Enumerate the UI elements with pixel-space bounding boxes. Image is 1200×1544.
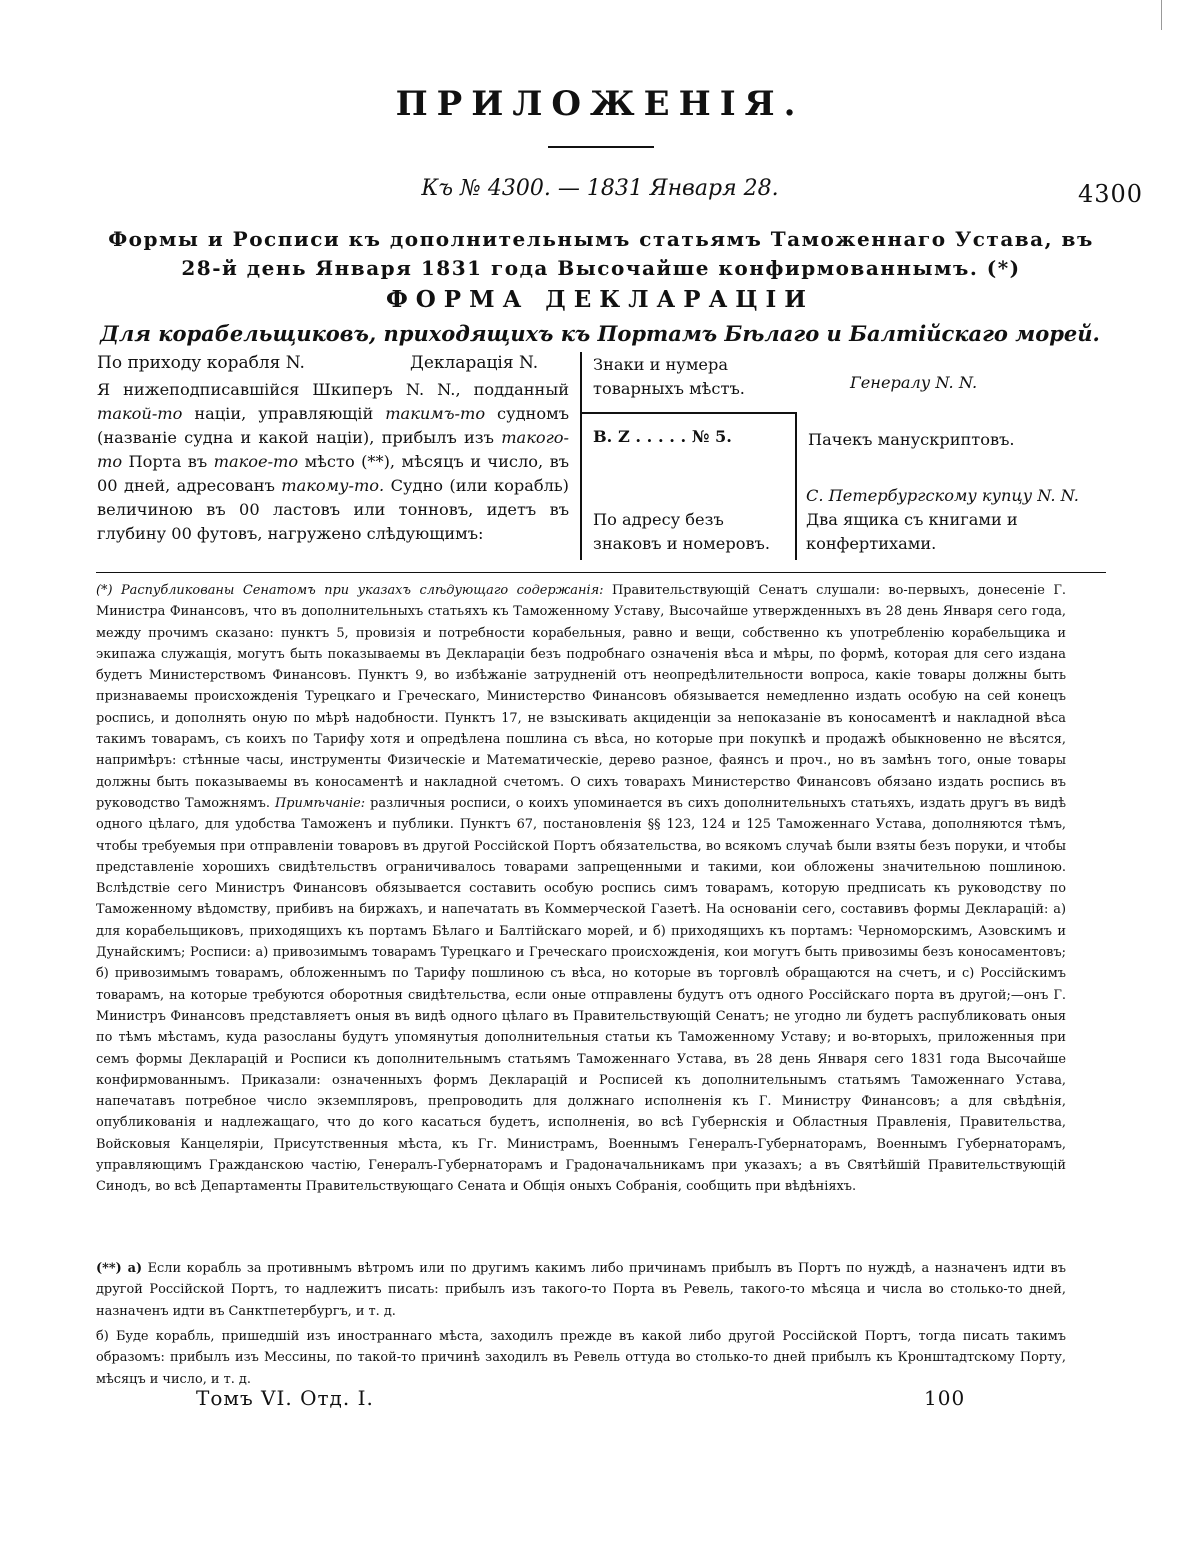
declaration-text-part: мѣсто (**), мѣсяцъ и число, въ 00 дней, адресованъ — [97, 452, 569, 495]
declaration-text-placeholder: такому-то. — [281, 476, 385, 495]
addressee-general: Генералу N. N. — [850, 373, 978, 392]
scan-edge-line — [1161, 0, 1162, 30]
declaration-text-placeholder: такое-то — [213, 452, 299, 471]
footnote-2a — [96, 1258, 1066, 1322]
document-reference: Къ № 4300. — 1831 Января 28. — [421, 176, 779, 201]
footnote-2b — [96, 1326, 1066, 1390]
footnote-marker: б) — [96, 1329, 109, 1344]
footnote-lead: Распубликованы Сенатомъ при указахъ слѣдующаго содержанія: — [121, 583, 604, 598]
declaration-text-part: Судно (или корабль) величиною въ 00 ластовъ или тонновъ, идетъ въ глубину 00 футовъ, нагружено слѣдующимъ: — [97, 476, 569, 543]
footnote-text: Правительствующій Сенатъ слушали: во-первыхъ, донесеніе Г. Министра Финансовъ, что въ дополнительныхъ статьяхъ къ Таможенному Уставу, Высочайше утвержденныхъ въ 28 день Января сего года, между прочимъ сказано: пунктъ 5, провизія и потребности корабельныя, равно и вещи, собственно къ употребленію корабельщика и экипажа служащія, могутъ быть показываемы въ Декларацiи безъ подробнаго означенія вѣса и мѣры, по формѣ, которая для сего издана будетъ Министерствомъ Финансовъ. Пунктъ 9, во избѣжаніе затрудненій отъ неопредѣлительности вопроса, какіе товары должны быть признаваемы происхожденія Турецкаго и Греческаго, Министерство Финансовъ обязывается немедленно издать особую на сей конецъ роспись, и дополнять оную по мѣрѣ надобности. Пунктъ 17, не взыскивать акциденціи за непоказаніе въ коносаментѣ и накладной вѣса такимъ товарамъ, съ коихъ по Тарифу хотя и опредѣлена пошлина съ вѣса, но которые при покупкѣ и продажѣ обыкновенно не вѣсятся, напримѣръ: стѣнные часы, инструменты Физическіе и Математическіе, дерево разное, фаянсъ и проч., но въ замѣнъ того, оные товары должны быть показываемы въ коносаментѣ и накладной счетомъ. О сихъ товарахъ Министерство Финансовъ обязано издать роспись въ руководство Таможнямъ. — [96, 583, 1066, 811]
arrival-label: По приходу корабля N. — [97, 353, 305, 373]
column-divider-right — [795, 412, 797, 560]
form-title: ФОРМА ДЕКЛАРАЦІИ — [385, 286, 815, 313]
declaration-text — [97, 378, 569, 546]
marks-divider — [580, 412, 796, 414]
page-number: 100 — [924, 1386, 966, 1410]
footnote-1 — [96, 580, 1066, 1198]
footnote-marker: (*) — [96, 583, 113, 598]
margin-number: 4300 — [1078, 180, 1144, 208]
marks-code: В. Z . . . . . № 5. — [593, 427, 732, 446]
item-manuscripts: Пачекъ манускриптовъ. — [808, 430, 1015, 449]
declaration-label: Декларація N. — [410, 353, 539, 373]
marks-note: По адресу безъ знаковъ и номеровъ. — [593, 510, 770, 553]
section-heading-line1: Формы и Росписи къ дополнительнымъ статьямъ Таможеннаго Устава, въ — [108, 227, 1094, 251]
section-heading — [96, 225, 1106, 283]
declaration-text-part: націи, управляющій — [182, 404, 386, 423]
column-divider-left — [580, 352, 582, 560]
footnote-rule — [96, 572, 1106, 573]
declaration-text-placeholder: такой-то — [97, 404, 183, 423]
footnote-text: Если корабль за противнымъ вѣтромъ или по другимъ какимъ либо причинамъ прибылъ въ Портъ по нуждѣ, а назначенъ идти въ другой Россійской Портъ, то надлежитъ писать: прибылъ изъ такого-то Порта въ Ревель, такого-то мѣсяца и числа во столько-то дней, назначенъ идти въ Санктпетербургъ, и т. д. — [96, 1261, 1067, 1319]
footnote-marker: (**) а) — [96, 1261, 143, 1276]
page-title: ПРИЛОЖЕНІЯ. — [395, 84, 805, 124]
item-books: Два ящика съ книгами и конфертихами. — [806, 510, 1018, 553]
section-heading-line2: 28-й день Января 1831 года Высочайше конфирмованнымъ. (*) — [181, 256, 1021, 280]
footnote-text: различныя росписи, о коихъ упоминается въ сихъ дополнительныхъ статьяхъ, издать другъ въ видѣ одного цѣлаго, для удобства Таможенъ и публики. Пунктъ 67, постановленія §§ 123, 124 и 125 Таможеннаго Устава, дополняются тѣмъ, чтобы требуемыя при отправленіи товаровъ въ другой Россійской Портъ обязательства, во всякомъ случаѣ были взяты безъ поруки, и чтобы представленіе хорошихъ свидѣтельствъ ограничивалось товарами запрещенными и такими, кои обложены значительною пошлиною. Вслѣдствіе сего Министръ Финансовъ обязывается составить особую роспись симъ товарамъ, которую предписать къ руководству по Таможенному вѣдомству, прибивъ на биржахъ, и напечатать въ Коммерческой Газетѣ. На основаніи сего, составивъ формы Декларацій: а) для корабельщиковъ, приходящихъ къ портамъ Бѣлаго и Балтійскаго морей, и б) приходящихъ къ портамъ: Черноморскимъ, Азовскимъ и Дунайскимъ; Росписи: а) привозимымъ товарамъ Турецкаго и Греческаго происхожденія, кои могутъ быть привозимы безъ коносаментовъ; б) привозимымъ товарамъ, обложеннымъ по Тарифу пошлиною съ вѣса, но которые въ торговлѣ обращаются на счетъ, и с) Россійскимъ товарамъ, на которые требуются оборотныя свидѣтельства, если оные отправлены будутъ отъ одного Россійскаго порта въ другой;—онъ Г. Министръ Финансовъ представляетъ оныя въ видѣ одного цѣлаго въ Правительствующій Сенатъ; не угодно ли будетъ распубликовать оныя по тѣмъ мѣстамъ, куда разосланы будутъ упомянутыя дополнительныя статьи къ Таможенному Уставу; и во-вторыхъ, приложенныя при семъ формы Декларацій и Росписи къ дополнительнымъ статьямъ Таможеннаго Устава, въ 28 день Января сего 1831 года Высочайше конфирмованнымъ. Приказали: означенныхъ формъ Декларацій и Росписей къ дополнительнымъ статьямъ Таможеннаго Устава, напечатавъ потребное число экземпляровъ, препроводить для должнаго исполненія къ Г. Министру Финансовъ; а для свѣдѣнія, опубликованія и надлежащаго, что до кого касаться будетъ, исполненія, во всѣ Губернскія и Областныя Правленія, Правительства, Войсковыя Канцеляріи, Присутственныя мѣста, къ Гг. Министрамъ, Военнымъ Генералъ-Губернаторамъ, Военнымъ Губернаторамъ, управляющимъ Гражданскою частію, Генералъ-Губернаторамъ и Градоначальникамъ при указахъ; а въ Святѣйшій Правительствующій Синодъ, во всѣ Департаменты Правительствующаго Сената и Общія оныхъ Собранія, сообщить при вѣдѣніяхъ. — [96, 795, 1066, 1195]
volume-label: Томъ VI. Отд. I. — [196, 1386, 374, 1410]
declaration-text-placeholder: такимъ-то — [385, 404, 486, 423]
declaration-text-placeholder: такого-то — [97, 428, 569, 471]
footnote-note-label: Примѣчаніе: — [275, 795, 366, 811]
marks-header: Знаки и нумера товарныхъ мѣстъ. — [593, 355, 745, 398]
form-subtitle: Для корабельщиковъ, приходящихъ къ Портамъ Бѣлаго и Балтійскаго морей. — [100, 321, 1100, 346]
declaration-text-part: Порта въ — [122, 452, 214, 471]
title-rule — [548, 146, 654, 148]
declaration-text-part: Я нижеподписавшійся Шкиперъ N. N., подданный — [97, 380, 569, 399]
addressee-merchant: С. Петербургскому купцу N. N. — [806, 486, 1079, 505]
footnote-text: Буде корабль, пришедшій изъ иностраннаго мѣста, заходилъ прежде въ какой либо другой Россійской Портъ, тогда писать такимъ образомъ: прибылъ изъ Мессины, по такой-то причинѣ заходилъ въ Ревель оттуда во столько-то дней прибылъ къ Кронштадтскому Порту, мѣсяцъ и число, и т. д. — [96, 1329, 1066, 1387]
declaration-text-part: судномъ (названіе судна и какой націи), прибылъ изъ — [97, 404, 569, 447]
